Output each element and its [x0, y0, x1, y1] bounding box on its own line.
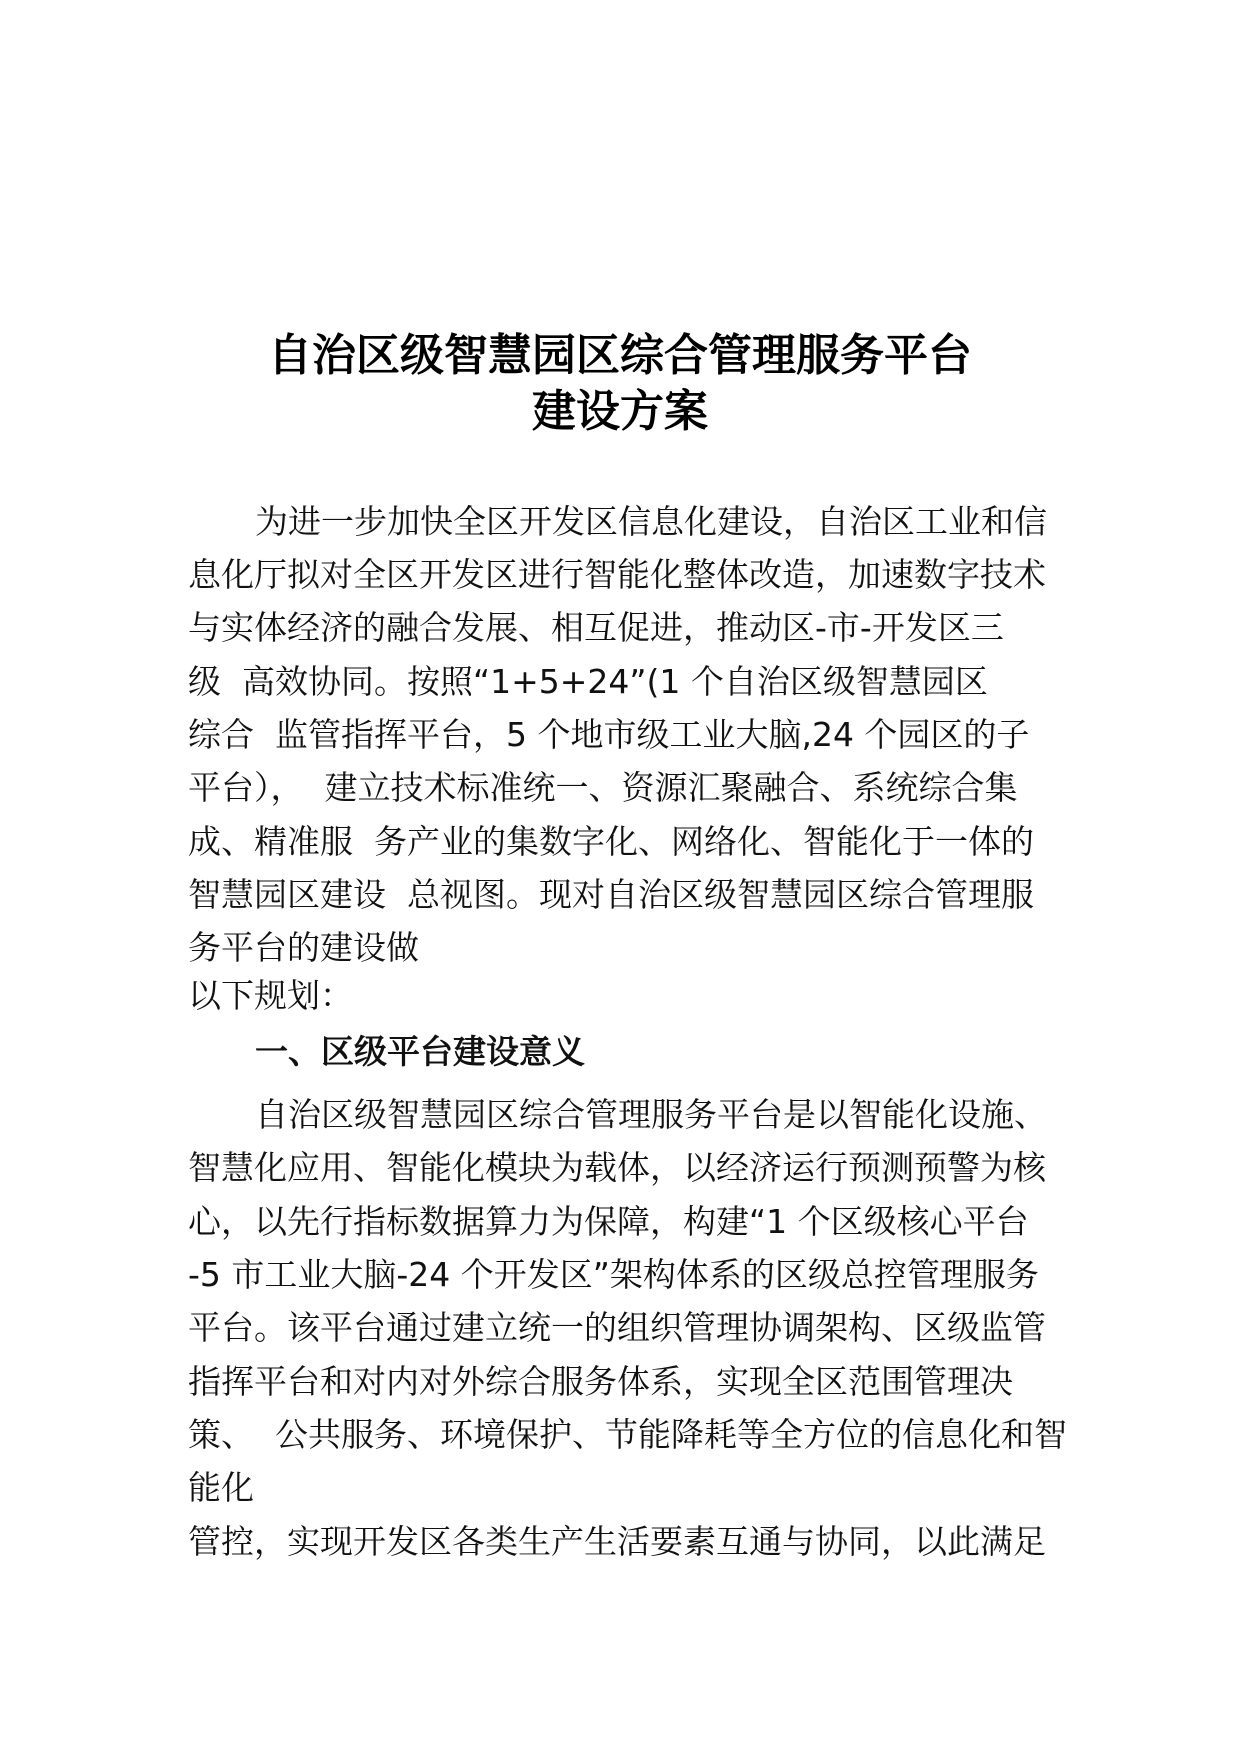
paragraph1-line: 平台）， 建立技术标准统一、资源汇聚融合、系统综合集 [188, 768, 1018, 807]
paragraph2-line: 能化 [188, 1468, 254, 1507]
paragraph2-line: -5 市工业大脑-24 个开发区”架构体系的区级总控管理服务 [188, 1255, 1039, 1294]
section-heading: 一、区级平台建设意义 [255, 1032, 585, 1071]
paragraph2-line: 心，以先行指标数据算力为保障，构建“1 个区级核心平台 [188, 1202, 1029, 1241]
document-title-line2: 建设方案 [532, 386, 708, 437]
paragraph2-line: 策、 公共服务、环境保护、节能降耗等全方位的信息化和智 [188, 1415, 1067, 1454]
paragraph2-line: 管控，实现开发区各类生产生活要素互通与协同，以此满足 [188, 1522, 1046, 1561]
paragraph2-line: 指挥平台和对内对外综合服务体系，实现全区范围管理决 [188, 1362, 1013, 1401]
paragraph1-line: 息化厅拟对全区开发区进行智能化整体改造，加速数字技术 [188, 555, 1046, 594]
paragraph1-line: 为进一步加快全区开发区信息化建设，自治区工业和信 [255, 502, 1047, 541]
paragraph2-line: 自治区级智慧园区综合管理服务平台是以智能化设施、 [255, 1095, 1047, 1134]
paragraph1-line: 级 高效协同。按照“1+5+24”(1 个自治区级智慧园区 [188, 662, 988, 701]
paragraph1-line: 务平台的建设做 [188, 928, 419, 967]
paragraph1-line: 与实体经济的融合发展、相互促进，推动区-市-开发区三 [188, 608, 1004, 647]
paragraph1-line: 以下规划： [188, 976, 353, 1015]
paragraph2-line: 智慧化应用、智能化模块为载体，以经济运行预测预警为核 [188, 1148, 1046, 1187]
paragraph2-line: 平台。该平台通过建立统一的组织管理协调架构、区级监管 [188, 1308, 1046, 1347]
paragraph1-line: 综合 监管指挥平台，5 个地市级工业大脑,24 个园区的子 [188, 715, 1030, 754]
paragraph1-line: 智慧园区建设 总视图。现对自治区级智慧园区综合管理服 [188, 875, 1034, 914]
paragraph1-line: 成、精准服 务产业的集数字化、网络化、智能化于一体的 [188, 822, 1034, 861]
document-title-line1: 自治区级智慧园区综合管理服务平台 [268, 330, 972, 381]
